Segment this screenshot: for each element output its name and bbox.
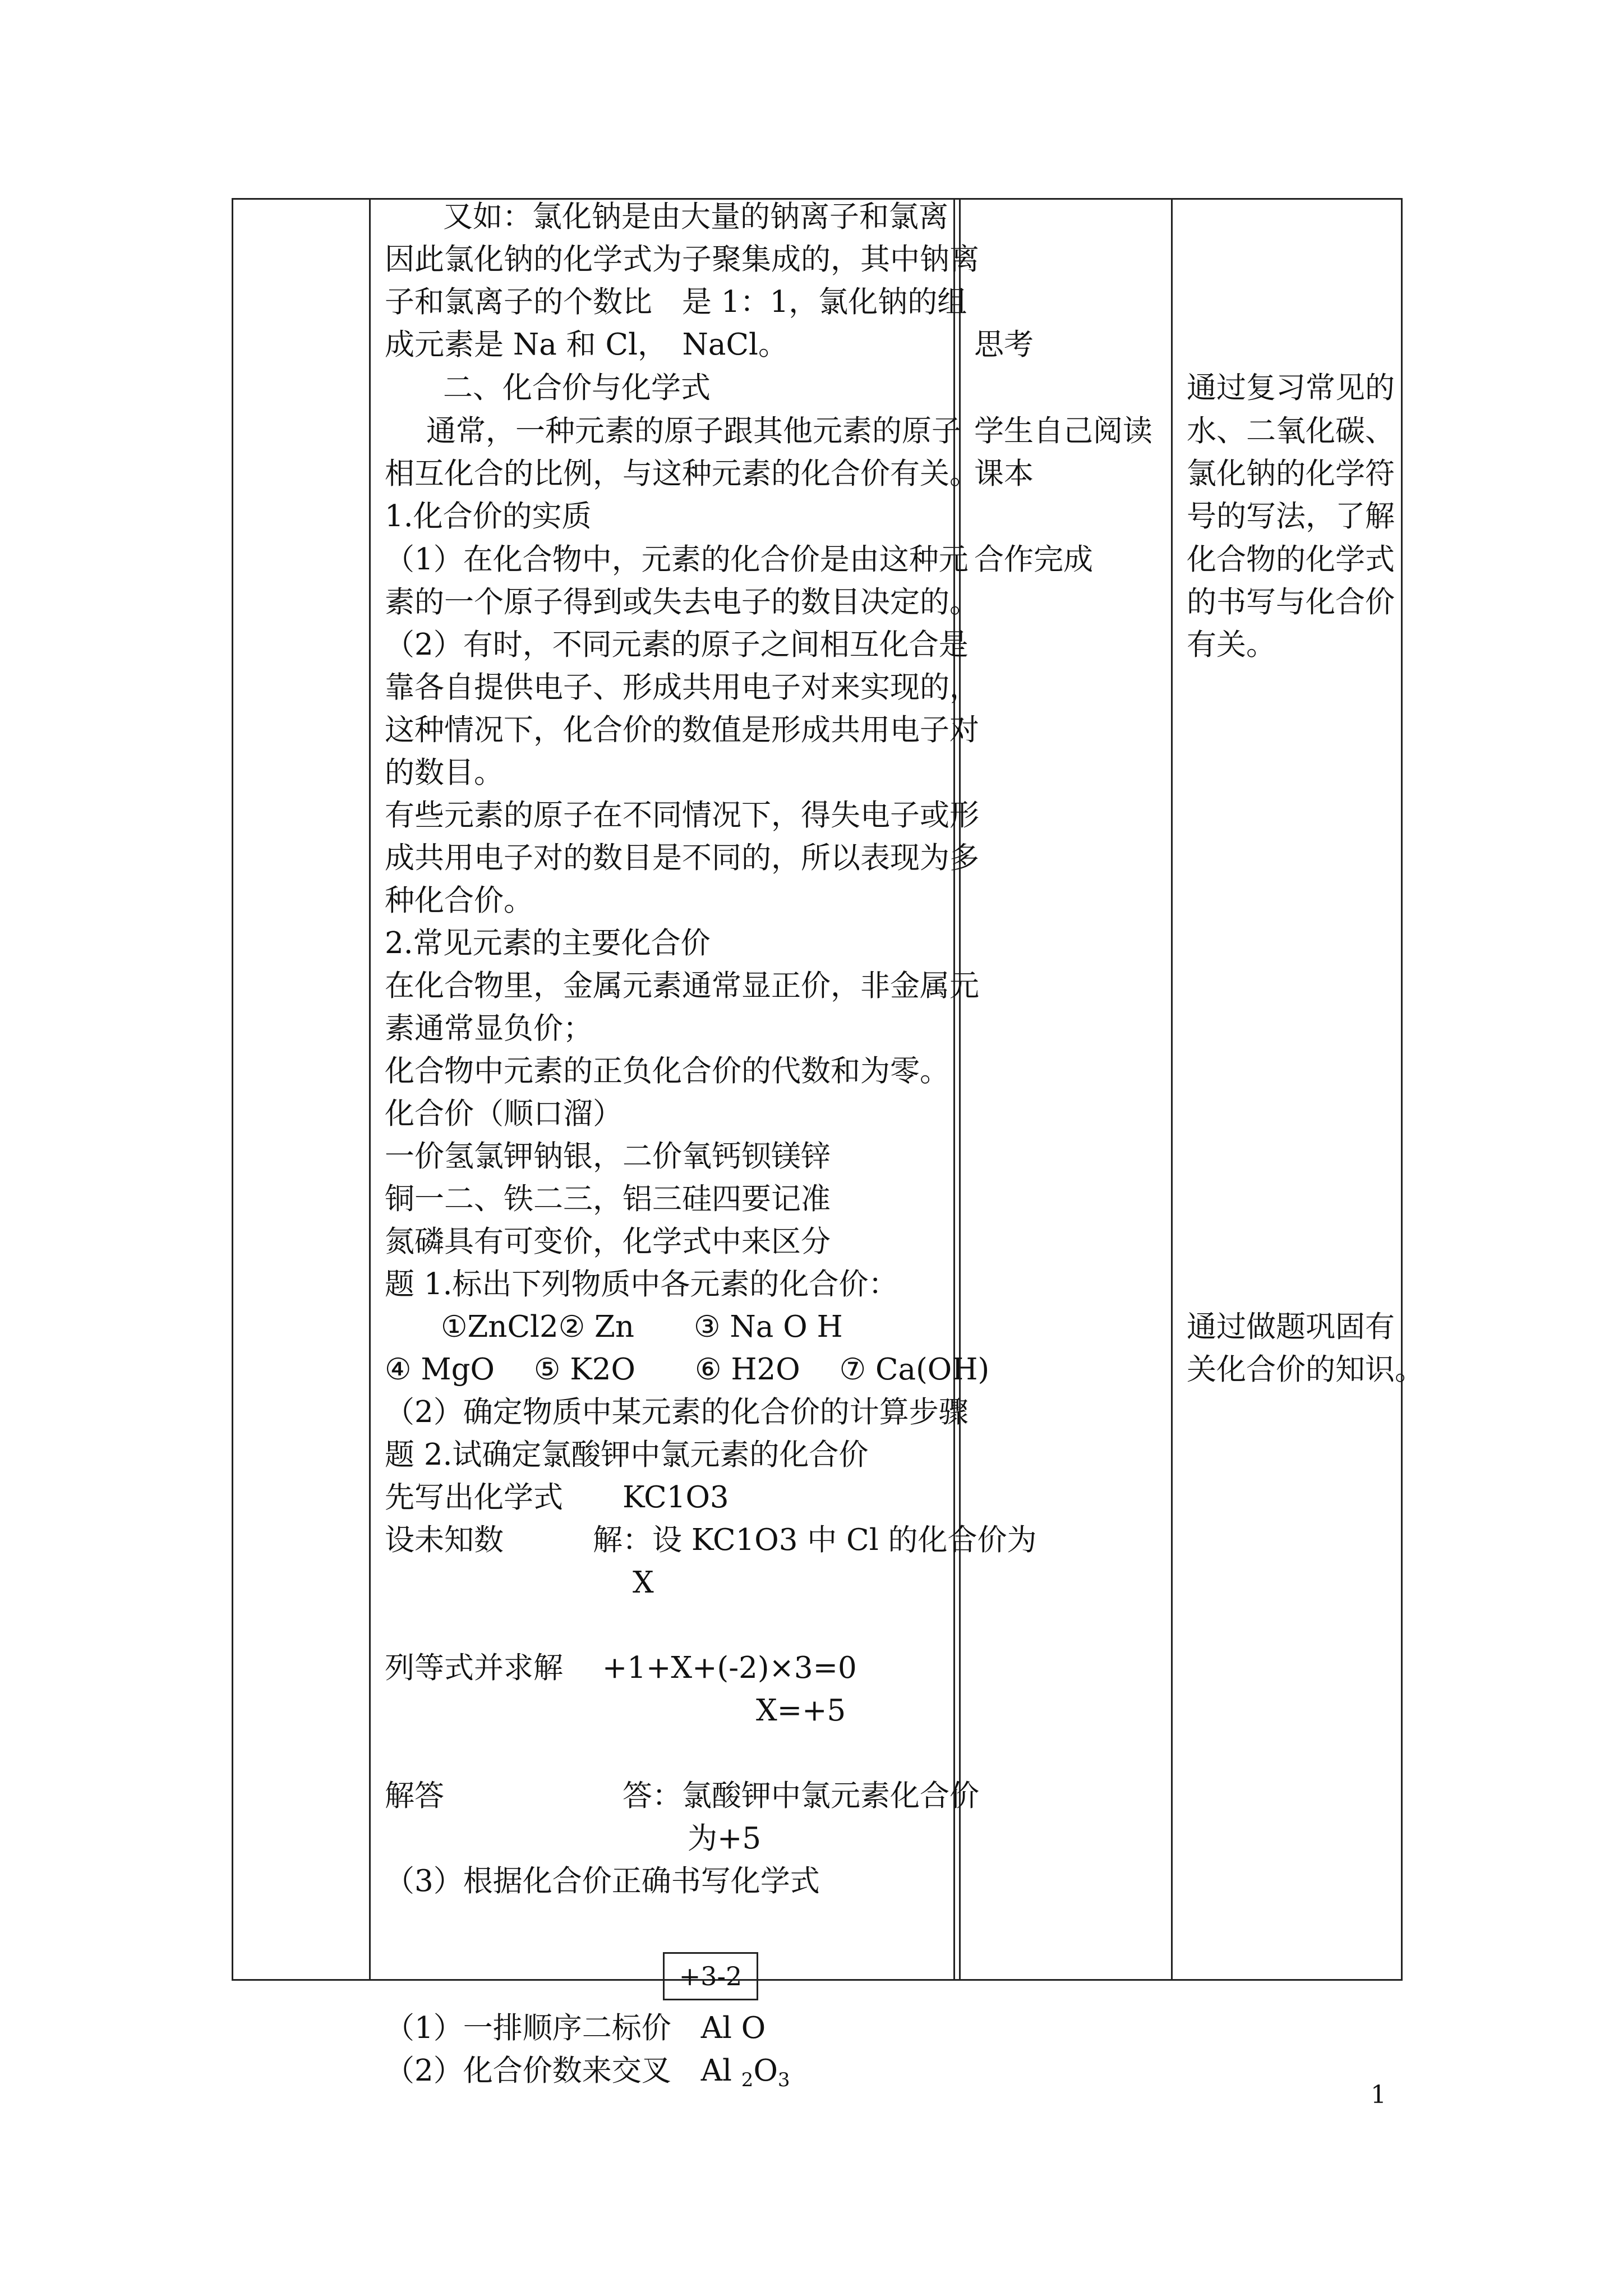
teacher-line: 有些元素的原子在不同情况下，得失电子或形 <box>385 798 979 832</box>
teacher-line: 氮磷具有可变价，化学式中来区分 <box>385 1225 831 1259</box>
teacher-line: 为+5 <box>688 1821 762 1856</box>
teacher-line: 成元素是 Na 和 Cl， NaCl。 <box>385 328 788 362</box>
teacher-line: （2）确定物质中某元素的化合价的计算步骤 <box>385 1395 969 1429</box>
teacher-line: ④ MgO ⑤ K2O ⑥ H2O ⑦ Ca(OH) <box>385 1352 990 1387</box>
teacher-line: 先写出化学式 KC1O3 <box>385 1480 729 1515</box>
teacher-line: 相互化合的比例，与这种元素的化合价有关。 <box>385 457 979 491</box>
teacher-line: 通常，一种元素的原子跟其他元素的原子 <box>426 414 961 448</box>
teacher-line: 因此氯化钠的化学式为子聚集成的，其中钠离 <box>385 242 979 277</box>
teacher-line: 题 2.试确定氯酸钾中氯元素的化合价 <box>385 1438 869 1472</box>
teacher-line: （3）根据化合价正确书写化学式 <box>385 1864 820 1898</box>
formula-prefix: （2）化合价数来交叉 Al <box>385 2054 741 2088</box>
teacher-line: 的数目。 <box>385 756 504 790</box>
student-line: 思考 <box>974 328 1034 362</box>
formula-element: O <box>753 2054 778 2088</box>
section-heading: 二、化合价与化学式 <box>443 371 711 405</box>
teacher-line: 成共用电子对的数目是不同的，所以表现为多 <box>385 841 979 875</box>
intent-line: 号的写法，了解 <box>1187 499 1395 533</box>
teacher-line: 解答 答：氯酸钾中氯元素化合价 <box>385 1779 979 1813</box>
student-line: 课本 <box>974 457 1034 491</box>
teacher-line: 设未知数 解：设 KC1O3 中 Cl 的化合价为 <box>385 1523 1037 1557</box>
teacher-line: X <box>633 1566 654 1600</box>
teacher-line: 又如：氯化钠是由大量的钠离子和氯离 <box>443 200 948 234</box>
column-divider-1 <box>369 200 371 1979</box>
teacher-line: 题 1.标出下列物质中各元素的化合价： <box>385 1267 898 1301</box>
teacher-line: 素通常显负价； <box>385 1011 593 1046</box>
teacher-line: 列等式并求解 +1+X+(-2)×3=0 <box>385 1651 857 1685</box>
student-line: 学生自己阅读 <box>974 414 1152 448</box>
teacher-line: 种化合价。 <box>385 884 533 918</box>
teacher-line: 素的一个原子得到或失去电子的数目决定的。 <box>385 585 979 619</box>
intent-line: 的书写与化合价 <box>1187 585 1395 619</box>
teacher-line: 化合物中元素的正负化合价的代数和为零。 <box>385 1054 949 1088</box>
teacher-line: 2.常见元素的主要化合价 <box>385 926 711 960</box>
teacher-line: 这种情况下，化合价的数值是形成共用电子对 <box>385 713 979 747</box>
intent-line: 化合物的化学式 <box>1187 542 1395 577</box>
teacher-line: 在化合物里，金属元素通常显正价，非金属元 <box>385 969 979 1003</box>
valence-box: +3-2 <box>663 1952 758 2000</box>
subscript: 3 <box>777 2069 790 2091</box>
teacher-line: X=+5 <box>756 1694 846 1728</box>
teacher-line: 铜一二、铁二三，铝三硅四要记准 <box>385 1182 831 1216</box>
teacher-line: 化合价（顺口溜） <box>385 1097 623 1131</box>
teacher-line: （2）有时，不同元素的原子之间相互化合是 <box>385 628 969 662</box>
teacher-line: （1）一排顺序二标价 Al O <box>385 2011 766 2045</box>
intent-line: 关化合价的知识。 <box>1187 1352 1424 1387</box>
student-line: 合作完成 <box>974 542 1093 577</box>
intent-line: 有关。 <box>1187 628 1276 662</box>
subscript: 2 <box>741 2069 754 2091</box>
teacher-line: 子和氯离子的个数比 是 1：1，氯化钠的组 <box>385 285 967 319</box>
teacher-line: ①ZnCl2② Zn ③ Na O H <box>441 1310 843 1344</box>
teacher-line: （1）在化合物中，元素的化合价是由这种元 <box>385 542 969 577</box>
intent-line: 通过做题巩固有 <box>1187 1310 1395 1344</box>
page-number: 1 <box>1371 2081 1386 2109</box>
teacher-line: 一价氢氯钾钠银，二价氧钙钡镁锌 <box>385 1139 831 1174</box>
intent-line: 水、二氧化碳、 <box>1187 414 1395 448</box>
teacher-line: 1.化合价的实质 <box>385 499 592 533</box>
intent-line: 氯化钠的化学符 <box>1187 457 1395 491</box>
column-divider-3 <box>1171 200 1173 1979</box>
teacher-line: 靠各自提供电子、形成共用电子对来实现的， <box>385 670 979 705</box>
teacher-line <box>385 2053 790 2098</box>
intent-line: 通过复习常见的 <box>1187 371 1395 405</box>
